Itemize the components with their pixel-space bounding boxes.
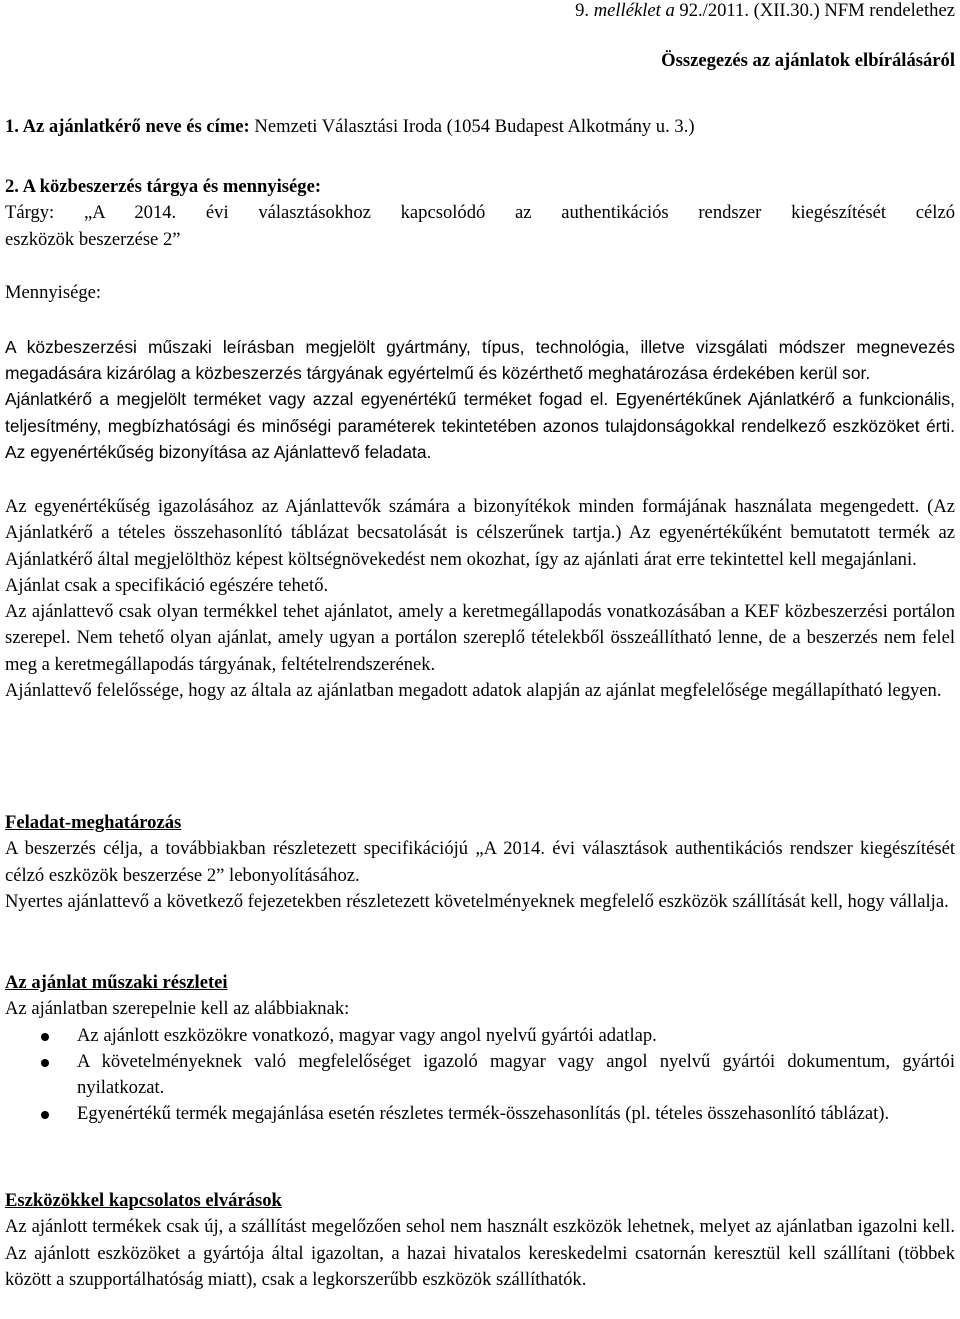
sans-text-block xyxy=(5,334,955,465)
paragraph: Az egyenértékűség igazolásához az Ajánlattevők számára a bizonyítékok minden formájának használata megengedett. (Az Ajánlatkérő a tételes összehasonlító táblázat becsatolását is célszerűnek tartja.) Az egyenértékűként bemutatott termék az Ajánlatkérő által megjelölthöz képest költségnövekedést nem okozhat, így az ajánlati árat erre tekintettel kell megajánlani. xyxy=(5,496,955,570)
paragraph: Ajánlattevő felelőssége, hogy az általa az ajánlatban megadott adatok alapján az ajánlat megfelelősége megállapítható legyen. xyxy=(5,680,942,702)
paragraph: Ajánlat csak a specifikáció egészére tehető. xyxy=(5,574,329,596)
task-heading: Feladat-meghatározás xyxy=(5,812,182,833)
subject-line-1 xyxy=(5,200,955,226)
paragraph: Az ajánlattevő csak olyan termékkel tehet ajánlatot, amely a keretmegállapodás vonatkozásában a KEF közbeszerzési portálon szerepel. Nem tehető olyan ajánlat, amely ugyan a portálon szereplő tételekből összeállítható lenne, de a beszerzés nem felel meg a keretmegállapodás tárgyának, feltételrendszerének. xyxy=(5,601,955,675)
technical-section xyxy=(5,970,955,1128)
technical-heading: Az ajánlat műszaki részletei xyxy=(5,972,228,993)
quantity-label: Mennyisége: xyxy=(5,282,102,303)
paragraph: A közbeszerzési műszaki leírásban megjelölt gyártmány, típus, technológia, illetve vizsgálati módszer megnevezés megadására kizárólag a közbeszerzés tárgyának egyértelmű és közérthető meghatározása érdekében kerül sor. xyxy=(5,337,955,384)
document-title: Összegezés az ajánlatok elbírálásáról xyxy=(661,50,955,71)
section-1-label: 1. Az ajánlatkérő neve és címe: xyxy=(5,116,250,137)
list-item-text: A követelményeknek való megfelelőséget igazoló magyar vagy angol nyelvű gyártói dokumentum, gyártói nyilatkozat. xyxy=(77,1050,955,1099)
subject-text-1: „A 2014. évi választásokhoz kapcsolódó az authentikációs rendszer kiegészítését célzó xyxy=(83,202,955,224)
paragraph: A beszerzés célja, a továbbiakban részletezett specifikációjú „A 2014. évi választások authentikációs rendszer kiegészítését célzó eszközök beszerzése 2” lebonyolításához. xyxy=(5,838,955,886)
section-2 xyxy=(5,174,955,253)
technical-intro: Az ajánlatban szerepelnie kell az alábbiaknak: xyxy=(5,998,350,1020)
task-section xyxy=(5,810,955,915)
bullet-icon xyxy=(41,1111,49,1119)
list-item xyxy=(5,1049,955,1102)
technical-list xyxy=(5,1023,955,1128)
annex-italic-text: melléklet a xyxy=(593,0,675,21)
paragraph: Nyertes ajánlattevő a következő fejezetekben részletezett követelményeknek megfelelő eszközök szállítását kell, hogy vállalja. xyxy=(5,890,949,912)
paragraph: Ajánlatkérő a megjelölt terméket vagy azzal egyenértékű terméket fogad el. Egyenértékűnek Ajánlatkérő a funkcionális, teljesítmény, megbízhatósági és minőségi paraméterek tekintetében azonos tulajdonságokkal rendelkező eszközöket érti. Az egyenértékűség bizonyítása az Ajánlattevő feladata. xyxy=(5,389,955,462)
subject-text-2: eszközök beszerzése 2” xyxy=(5,228,181,250)
list-item xyxy=(5,1023,955,1049)
bullet-icon xyxy=(41,1033,49,1041)
bullet-icon xyxy=(41,1059,49,1067)
subject-label: Tárgy: xyxy=(5,202,55,224)
devices-heading: Eszközökkel kapcsolatos elvárások xyxy=(5,1190,282,1211)
serif-text-block xyxy=(5,494,955,704)
paragraph: Az ajánlott termékek csak új, a szállítást megelőzően sehol nem használt eszközök lehetnek, melyet az ajánlatban igazolni kell. Az ajánlott eszközöket a gyártója által igazoltan, a hazai hivatalos kereskedelmi csatornán keresztül kell szállítani (többek között a szupportálhatóság miatt), csak a legkorszerűbb eszközök szállíthatók. xyxy=(5,1216,955,1290)
list-item-text: Az ajánlott eszközökre vonatkozó, magyar vagy angol nyelvű gyártói adatlap. xyxy=(77,1024,657,1046)
section-1 xyxy=(5,114,955,140)
annex-number: 9. xyxy=(575,0,590,21)
annex-reference xyxy=(575,0,955,24)
list-item-text: Egyenértékű termék megajánlása esetén részletes termék-összehasonlítás (pl. tételes összehasonlító táblázat). xyxy=(77,1103,890,1125)
annex-decree: 92./2011. (XII.30.) NFM rendelethez xyxy=(679,0,955,21)
section-2-label: 2. A közbeszerzés tárgya és mennyisége: xyxy=(5,176,322,197)
devices-section xyxy=(5,1188,955,1293)
section-1-value: Nemzeti Választási Iroda (1054 Budapest Alkotmány u. 3.) xyxy=(254,116,695,137)
list-item xyxy=(5,1101,955,1127)
